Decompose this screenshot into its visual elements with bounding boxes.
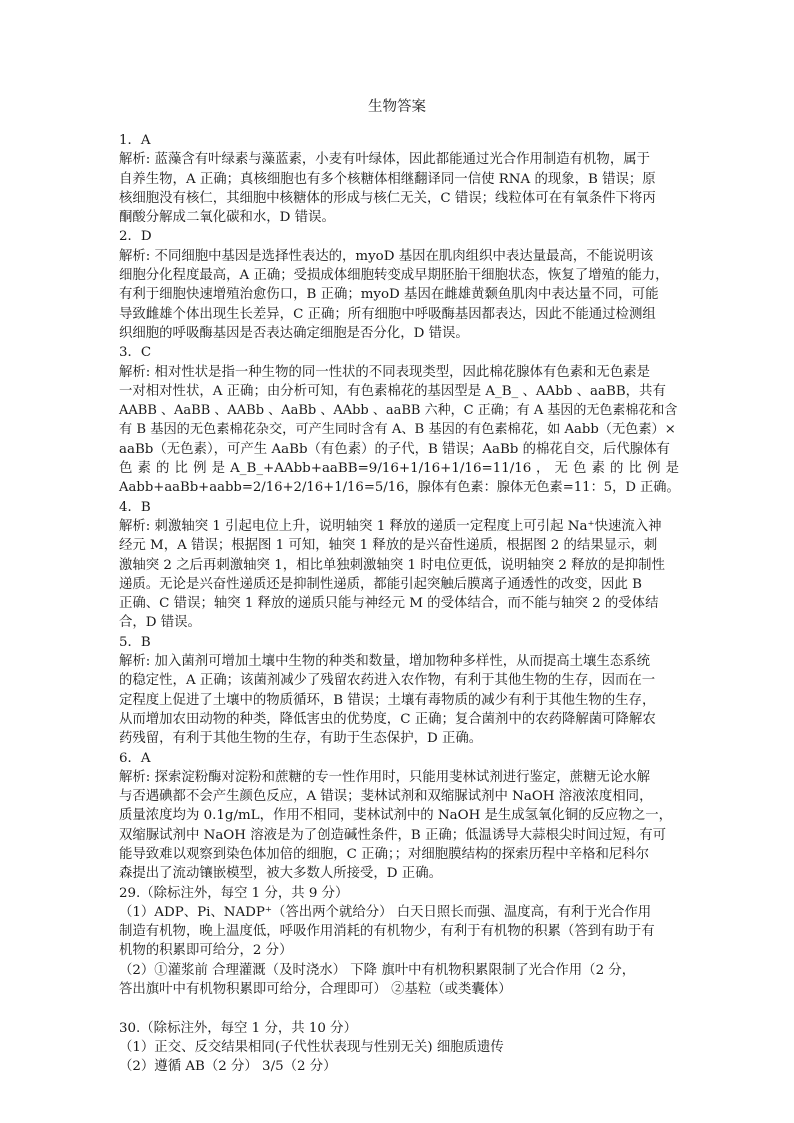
text-line: 酮酸分解成二氧化碳和水，D 错误。 <box>119 210 335 226</box>
text-line: 双缩脲试剂中 NaOH 溶液是为了创造碱性条件，B 正确；低温诱导大蒜根尖时间过短，有可 <box>119 827 667 843</box>
text-line: 6．A <box>119 750 151 766</box>
text-line: 核细胞没有核仁，其细胞中核糖体的形成与核仁无关，C 错误；线粒体可在有氧条件下将丙 <box>119 190 656 206</box>
text-line: 5．B <box>119 634 151 650</box>
text-line: 2．D <box>119 229 152 245</box>
text-line: 定程度上促进了土壤中的物质循环，B 错误；土壤有毒物质的减少有利于其他生物的生存， <box>119 692 656 708</box>
text-line: Aabb+aaBb+aabb=2/16+2/16+1/16=5/16，腺体有色素：腺体无色素=11：5，D 正确。 <box>119 480 680 496</box>
text-line: 与否遇碘都不会产生颜色反应，A 错误；斐林试剂和双缩脲试剂中 NaOH 溶液浓度相同， <box>119 789 653 805</box>
text-line: 3．C <box>119 345 152 361</box>
text-line: 29.（除标注外，每空 1 分，共 9 分） <box>119 885 349 901</box>
text-line: （2）①灌浆前 合理灌溉（及时浇水） 下降 旗叶中有机物积累限制了光合作用（2 分， <box>119 962 636 978</box>
text-line: 能导致难以观察到染色体加倍的细胞，C 正确；；对细胞膜结构的探索历程中辛格和尼科尔 <box>119 846 650 862</box>
text-line: 织细胞的呼吸酶基因是否表达确定细胞是否分化，D 错误。 <box>119 325 469 341</box>
text-line: 解析: 不同细胞中基因是选择性表达的，myoD 基因在肌肉组织中表达量最高，不能说明该 <box>119 248 654 264</box>
text-line: 从而增加农田动物的种类，降低害虫的优势度，C 正确；复合菌剂中的农药降解菌可降解农 <box>119 711 656 727</box>
text-line: （1）ADP、Pi、NADP⁺（答出两个就给分） 白天日照长而强、温度高，有利于光合作用 <box>119 904 652 920</box>
text-line: 合，D 错误。 <box>119 615 201 631</box>
text-line: 4．B <box>119 499 151 515</box>
text-line: 解析: 刺激轴突 1 引起电位上升，说明轴突 1 释放的递质一定程度上可引起 Na⁺快速流入神 <box>119 518 662 534</box>
text-line: 递质。无论是兴奋性递质还是抑制性递质，都能引起突触后膜离子通透性的改变，因此 B <box>119 576 642 592</box>
text-line: 激轴突 2 之后再刺激轴突 1，相比单独刺激轴突 1 时电位更低，说明轴突 2 释放的是抑制性 <box>119 557 665 573</box>
text-line: 解析: 蓝藻含有叶绿素与藻蓝素，小麦有叶绿体，因此都能通过光合作用制造有机物，属于 <box>119 152 650 168</box>
text-line: 正确、C 错误；轴突 1 释放的递质只能与神经元 M 的受体结合，而不能与轴突 2 的受体结 <box>119 596 659 612</box>
text-line: 一对相对性状，A 正确；由分析可知，有色素棉花的基因型是 A_B_ 、AAbb 、aaBB，共有 <box>119 383 666 399</box>
text-line: 森提出了流动镶嵌模型，被大多数人所接受，D 正确。 <box>119 866 442 882</box>
answer-content <box>119 131 679 1077</box>
text-line: 色 素 的 比 例 是 A_B_+AAbb+aaBB=9/16+1/16+1/16=11/16 ， 无 色 素 的 比 例 是 <box>119 461 679 477</box>
text-line: （1）正交、反交结果相同(子代性状表现与性别无关) 细胞质遗传 <box>119 1039 504 1055</box>
text-line: 药残留，有利于其他生物的生存，有助于生态保护，D 正确。 <box>119 731 483 747</box>
text-line: 质量浓度均为 0.1g/mL，作用不相同，斐林试剂中的 NaOH 是生成氢氧化铜的反应物之一， <box>119 808 672 824</box>
text-line: 细胞分化程度最高，A 正确；受损成体细胞转变成早期胚胎干细胞状态，恢复了增殖的能力， <box>119 268 669 284</box>
text-line: 有 B 基因的无色素棉花杂交，可产生同时含有 A、B 基因的有色素棉花，如 Aabb（无色素）× <box>119 422 676 438</box>
text-line: aaBb（无色素），可产生 AaBb（有色素）的子代，B 错误；AaBb 的棉花自交，后代腺体有 <box>119 441 670 457</box>
text-line: 解析: 相对性状是指一种生物的同一性状的不同表现类型，因此棉花腺体有色素和无色素是 <box>119 364 650 380</box>
text-line: 1．A <box>119 133 151 148</box>
text-line: 机物的积累即可给分，2 分） <box>119 943 293 959</box>
text-line: 制造有机物，晚上温度低，呼吸作用消耗的有机物少，有利于有机物的积累（答到有助于有 <box>119 924 655 940</box>
text-line: （2）遵循 AB（2 分） 3/5（2 分） <box>119 1059 337 1075</box>
page-title: 生物答案 <box>368 99 426 115</box>
text-line: 的稳定性，A 正确；该菌剂减少了残留农药进入农作物，有利于其他生物的生存，因而在一 <box>119 673 656 689</box>
text-line: 30.（除标注外，每空 1 分，共 10 分） <box>119 1020 357 1036</box>
text-line: AABB 、AaBB 、AABb 、AaBb 、AAbb 、aaBB 六种，C 正确；有 A 基因的无色素棉花和含 <box>119 403 678 419</box>
text-line: 导致雌雄个体出现生长差异，C 正确；所有细胞中呼吸酶基因都表达，因此不能通过检测组 <box>119 306 656 322</box>
text-line: 解析: 加入菌剂可增加土壤中生物的种类和数量，增加物种多样性，从而提高土壤生态系统 <box>119 654 650 670</box>
text-line: 自养生物，A 正确；真核细胞也有多个核糖体相继翻译同一信使 RNA 的现象，B 错误；原 <box>119 171 656 187</box>
text-line: 答出旗叶中有机物积累即可给分，合理即可） ②基粒（或类囊体） <box>119 982 512 998</box>
blank-line <box>119 999 679 1018</box>
text-line: 解析: 探索淀粉酶对淀粉和蔗糖的专一性作用时，只能用斐林试剂进行鉴定，蔗糖无论水解 <box>119 769 650 785</box>
text-line: 经元 M，A 错误；根据图 1 可知，轴突 1 释放的是兴奋性递质，根据图 2 的结果显示，刺 <box>119 538 658 554</box>
text-line: 有利于细胞快速增殖治愈伤口，B 正确；myoD 基因在雌雄黄颡鱼肌肉中表达量不同，可能 <box>119 287 659 303</box>
